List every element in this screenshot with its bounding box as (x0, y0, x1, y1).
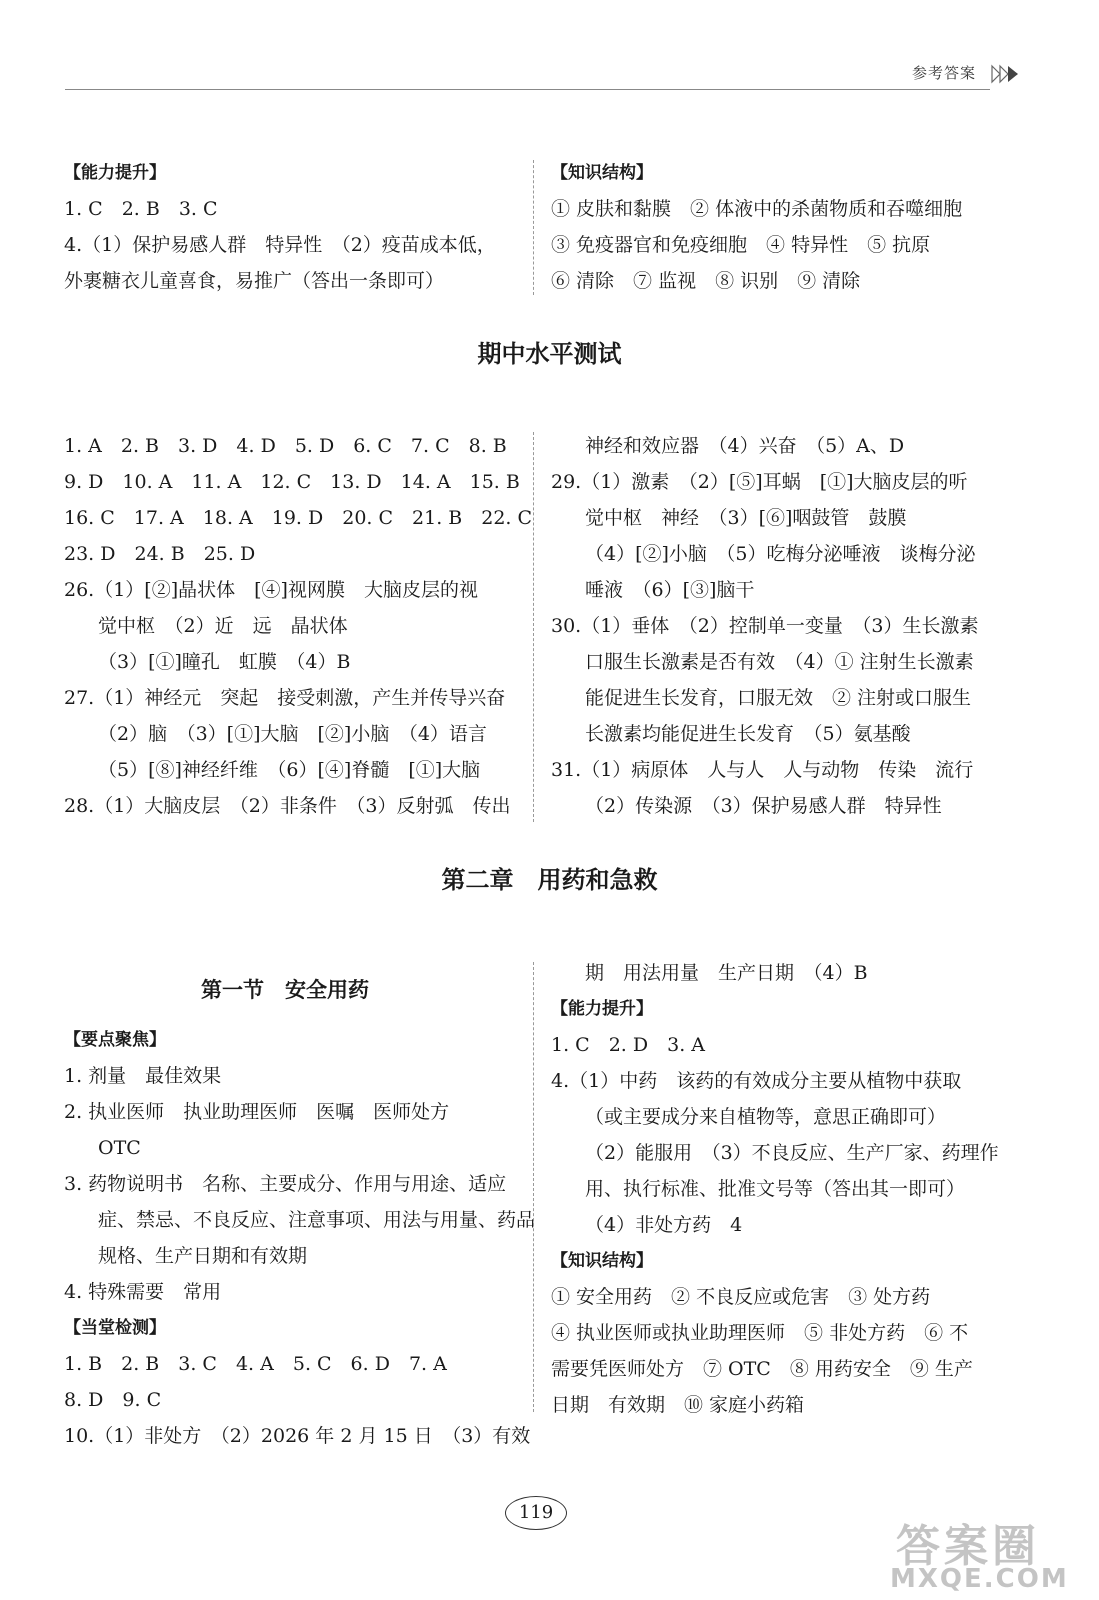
answer-line: 1. 剂量 最佳效果 (64, 1065, 222, 1087)
answer-line: 31.（1）病原体 人与人 人与动物 传染 流行 (551, 759, 974, 781)
chapter-right-tag1: 【能力提升】 (551, 999, 653, 1019)
answer-line: 外裹糖衣儿童喜食，易推广（答出一条即可） (64, 270, 445, 292)
answer-line: ① 安全用药 ② 不良反应或危害 ③ 处方药 (551, 1286, 931, 1308)
answer-line: （2）传染源 （3）保护易感人群 特异性 (585, 795, 942, 817)
answer-line: 4.（1）保护易感人群 特异性 （2）疫苗成本低， (64, 234, 496, 256)
answer-line: 规格、生产日期和有效期 (98, 1245, 308, 1267)
answer-line: （2）脑 （3）[①]大脑 [②]小脑 （4）语言 (98, 723, 487, 745)
block1-left-tag: 【能力提升】 (64, 163, 166, 183)
block1-right-tag: 【知识结构】 (551, 163, 653, 183)
answer-line: （3）[①]瞳孔 虹膜 （4）B (98, 651, 351, 673)
midterm-left (64, 428, 533, 824)
block1-right (551, 155, 1021, 299)
header-rule (65, 89, 990, 90)
answer-line: 唾液 （6）[③]脑干 (585, 579, 755, 601)
answer-line: 3. 药物说明书 名称、主要成分、作用与用途、适应 (64, 1173, 507, 1195)
chapter-right-tag2: 【知识结构】 (551, 1251, 653, 1271)
answer-line: ⑥ 清除 ⑦ 监视 ⑧ 识别 ⑨ 清除 (551, 270, 861, 292)
column-divider (533, 962, 534, 1412)
answer-line: ① 皮肤和黏膜 ② 体液中的杀菌物质和吞噬细胞 (551, 198, 963, 220)
answer-line: 4. 特殊需要 常用 (64, 1281, 222, 1303)
answer-line: 9. D 10. A 11. A 12. C 13. D 14. A 15. B (64, 471, 520, 493)
answer-line: 23. D 24. B 25. D (64, 543, 256, 565)
section-title: 第一节 安全用药 (201, 978, 369, 1002)
block1-left (64, 155, 514, 299)
answer-line: 26.（1）[②]晶状体 [④]视网膜 大脑皮层的视 (64, 579, 478, 601)
answer-line: 神经和效应器 （4）兴奋 （5）A、D (585, 435, 905, 457)
answer-line: ④ 执业医师或执业助理医师 ⑤ 非处方药 ⑥ 不 (551, 1322, 969, 1344)
answer-line: 觉中枢 神经 （3）[⑥]咽鼓管 鼓膜 (585, 507, 907, 529)
answer-line: 期 用法用量 生产日期 （4）B (585, 962, 868, 984)
answer-line: （或主要成分来自植物等，意思正确即可） (585, 1106, 947, 1128)
column-divider (533, 432, 534, 822)
answer-line: OTC (98, 1137, 141, 1159)
watermark-main: 答案圈 (896, 1521, 1040, 1572)
answer-line: ③ 免疫器官和免疫细胞 ④ 特异性 ⑤ 抗原 (551, 234, 931, 256)
answer-line: 长激素均能促进生长发育 （5）氨基酸 (585, 723, 911, 745)
chapter-left (64, 1022, 536, 1454)
chapter-left-tag1: 【要点聚焦】 (64, 1030, 166, 1050)
answer-line: 症、禁忌、不良反应、注意事项、用法与用量、药品 (98, 1209, 536, 1231)
answer-line: 29.（1）激素 （2）[⑤]耳蜗 [①]大脑皮层的听 (551, 471, 968, 493)
answer-line: 1. A 2. B 3. D 4. D 5. D 6. C 7. C 8. B (64, 435, 507, 457)
answer-line: 27.（1）神经元 突起 接受刺激，产生并传导兴奋 (64, 687, 506, 709)
answer-line: 30.（1）垂体 （2）控制单一变量 （3）生长激素 (551, 615, 979, 637)
answer-line: 2. 执业医师 执业助理医师 医嘱 医师处方 (64, 1101, 450, 1123)
chapter-title: 第二章 用药和急救 (441, 866, 658, 894)
answer-line: 日期 有效期 ⑩ 家庭小药箱 (551, 1394, 805, 1416)
answer-line: 能促进生长发育，口服无效 ② 注射或口服生 (585, 687, 972, 709)
answer-line: （5）[⑧]神经纤维 （6）[④]脊髓 [①]大脑 (98, 759, 481, 781)
answer-line: 口服生长激素是否有效 （4）① 注射生长激素 (585, 651, 974, 673)
watermark-url: MXQE.COM (890, 1564, 1069, 1594)
answer-line: 觉中枢 （2）近 远 晶状体 (98, 615, 348, 637)
answer-line: （4）非处方药 4 (585, 1214, 743, 1236)
answer-line: 4.（1）中药 该药的有效成分主要从植物中获取 (551, 1070, 962, 1092)
answer-line: 用、执行标准、批准文号等（答出其一即可） (585, 1178, 966, 1200)
watermark-logo (868, 1510, 1093, 1596)
chapter-right (551, 955, 1021, 1423)
answer-line: （4）[②]小脑 （5）吃梅分泌唾液 谈梅分泌 (585, 543, 976, 565)
answer-line: 1. C 2. D 3. A (551, 1034, 705, 1056)
header-label: 参考答案 (912, 64, 977, 82)
midterm-right (551, 428, 1021, 824)
midterm-title: 期中水平测试 (477, 340, 622, 368)
answer-line: 8. D 9. C (64, 1389, 162, 1411)
column-divider (533, 160, 534, 295)
page-number: 119 (505, 1496, 567, 1530)
answer-line: （2）能服用 （3）不良反应、生产厂家、药理作 (585, 1142, 999, 1164)
answer-line: 1. C 2. B 3. C (64, 198, 218, 220)
chapter-left-tag2: 【当堂检测】 (64, 1318, 166, 1338)
answer-line: 10.（1）非处方 （2）2026 年 2 月 15 日 （3）有效 (64, 1425, 531, 1447)
arrow-right-icon (990, 62, 1026, 86)
answer-line: 需要凭医师处方 ⑦ OTC ⑧ 用药安全 ⑨ 生产 (551, 1358, 973, 1380)
answer-line: 28.（1）大脑皮层 （2）非条件 （3）反射弧 传出 (64, 795, 511, 817)
answer-line: 1. B 2. B 3. C 4. A 5. C 6. D 7. A (64, 1353, 447, 1375)
answer-line: 16. C 17. A 18. A 19. D 20. C 21. B 22. C (64, 507, 533, 529)
